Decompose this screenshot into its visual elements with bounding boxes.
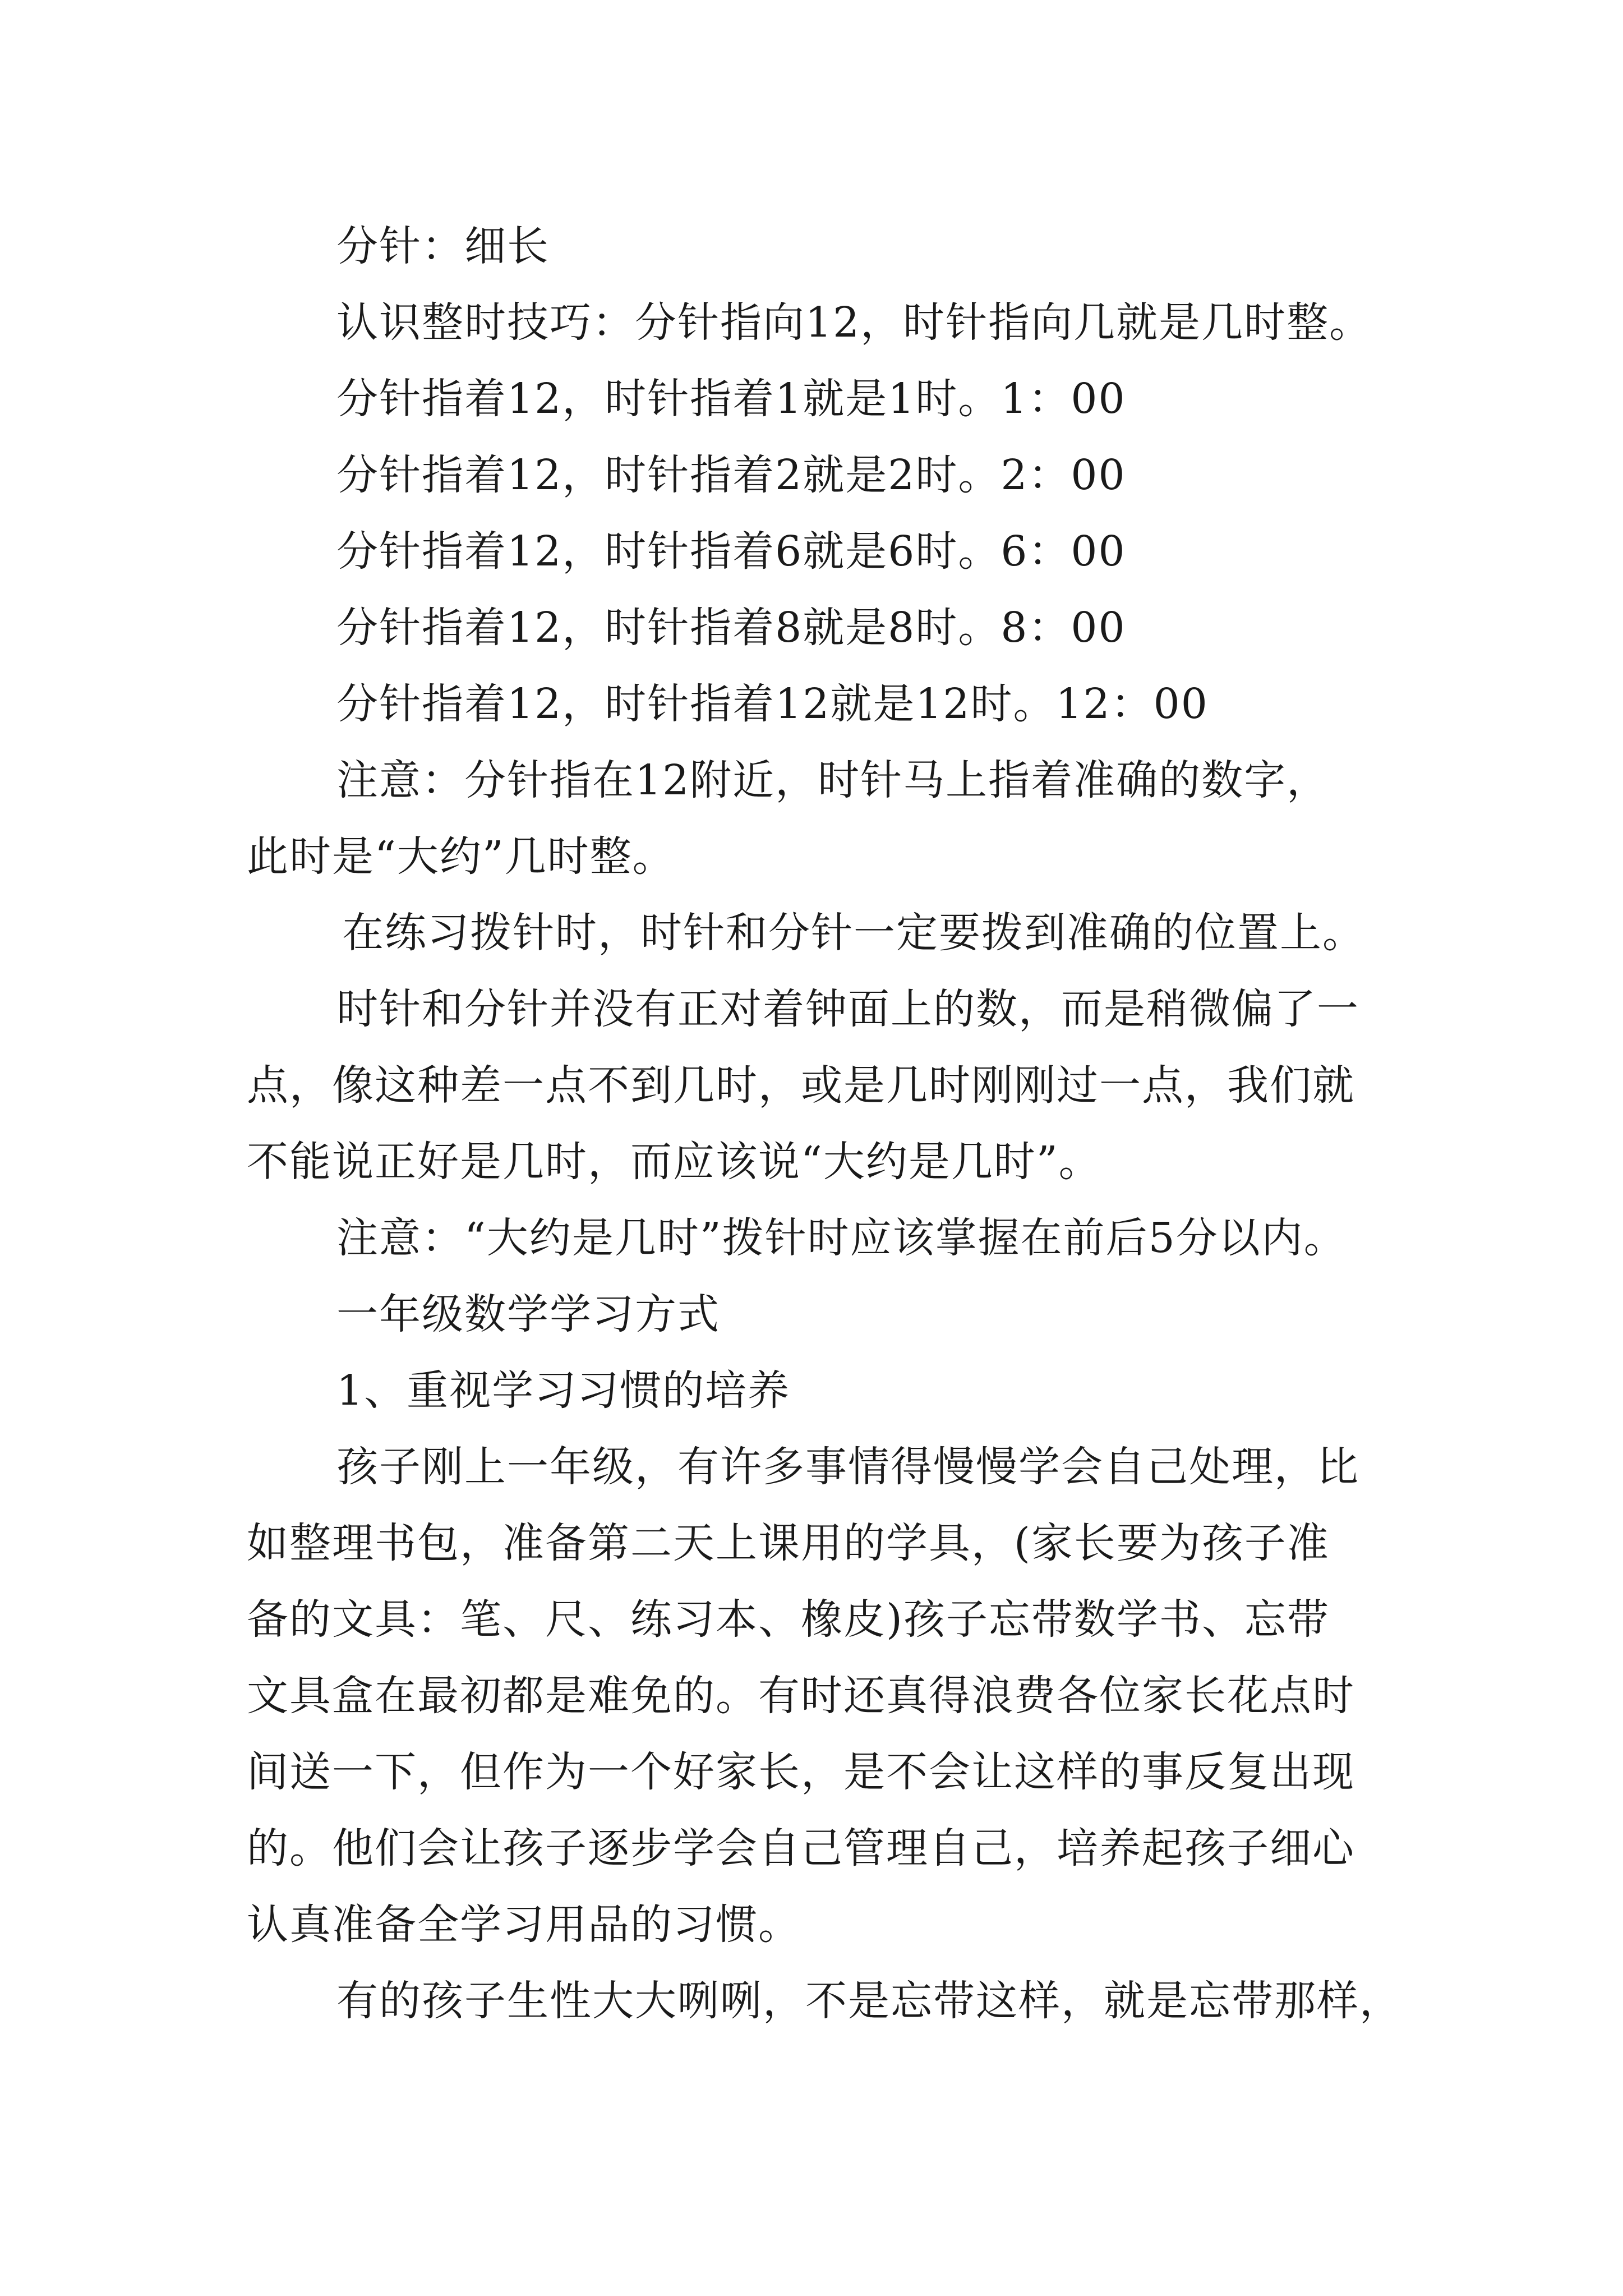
text-line: 有的孩子生性大大咧咧，不是忘带这样，就是忘带那样， <box>336 1977 1402 2025</box>
text-line: 分针指着12，时针指着6就是6时。6：00 <box>336 527 1126 576</box>
text-line: 注意：分针指在12附近，时针马上指着准确的数字， <box>336 756 1330 804</box>
text-line: 间送一下，但作为一个好家长，是不会让这样的事反复出现 <box>247 1748 1355 1796</box>
text-line: 时针和分针并没有正对着钟面上的数，而是稍微偏了一 <box>336 985 1359 1033</box>
text-line: 认真准备全学习用品的习惯。 <box>247 1901 801 1949</box>
text-line: 不能说正好是几时，而应该说“大约是几时”。 <box>247 1138 1101 1186</box>
text-line: 孩子刚上一年级，有许多事情得慢慢学会自己处理，比 <box>336 1443 1359 1491</box>
text-line: 一年级数学学习方式 <box>336 1290 720 1338</box>
text-line: 1、重视学习习惯的培养 <box>336 1366 791 1415</box>
text-line: 分针指着12，时针指着8就是8时。8：00 <box>336 604 1126 652</box>
text-line: 分针：细长 <box>336 222 550 270</box>
text-line: 在练习拨针时，时针和分针一定要拨到准确的位置上。 <box>342 909 1365 957</box>
text-line: 分针指着12，时针指着1就是1时。1：00 <box>336 375 1126 423</box>
text-line: 如整理书包，准备第二天上课用的学具，(家长要为孩子准 <box>247 1519 1330 1567</box>
text-line: 文具盒在最初都是难免的。有时还真得浪费各位家长花点时 <box>247 1672 1355 1720</box>
text-line: 分针指着12，时针指着12就是12时。12：00 <box>336 680 1209 728</box>
text-line: 此时是“大约”几时整。 <box>247 832 675 881</box>
text-line: 备的文具：笔、尺、练习本、橡皮)孩子忘带数学书、忘带 <box>247 1595 1330 1644</box>
text-line: 认识整时技巧：分针指向12，时针指向几就是几时整。 <box>336 298 1372 347</box>
text-line: 的。他们会让孩子逐步学会自己管理自己，培养起孩子细心 <box>247 1824 1355 1872</box>
text-line: 分针指着12，时针指着2就是2时。2：00 <box>336 451 1126 499</box>
text-line: 注意：“大约是几时”拨针时应该掌握在前后5分以内。 <box>336 1214 1347 1262</box>
text-line: 点，像这种差一点不到几时，或是几时刚刚过一点，我们就 <box>247 1061 1355 1110</box>
